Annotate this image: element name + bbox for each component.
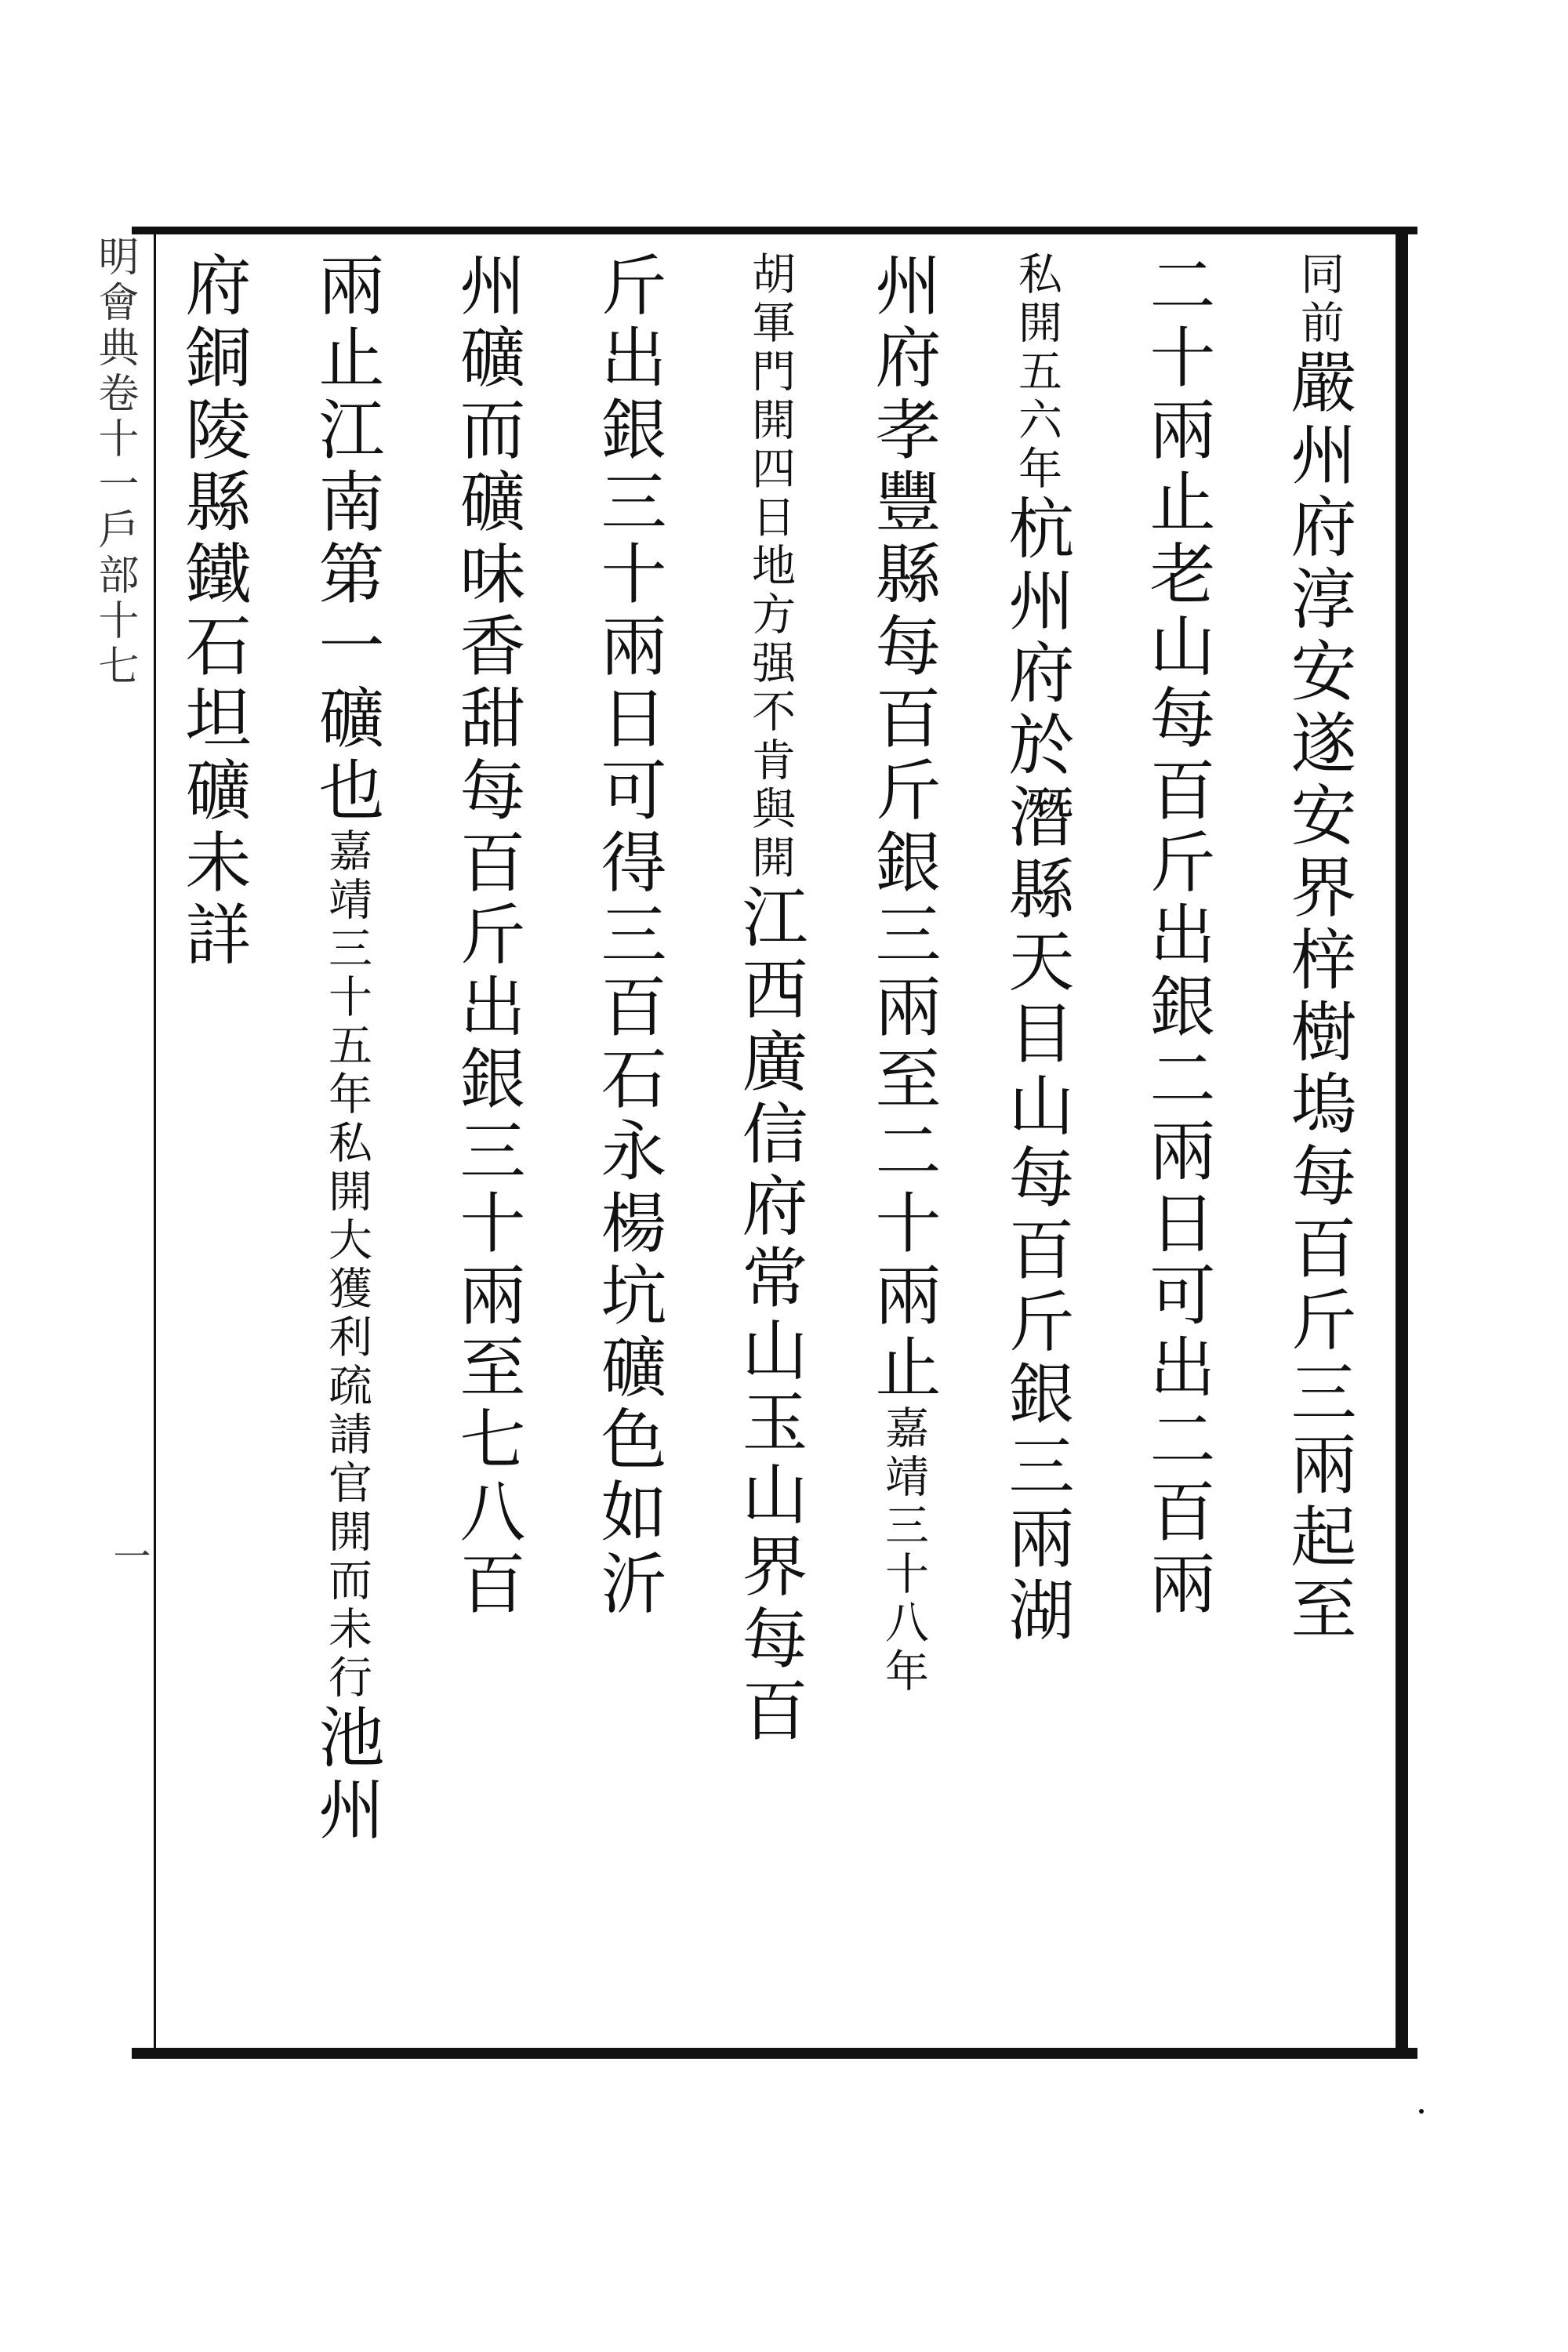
frame-border-left — [154, 227, 156, 2059]
main-text: 杭州府於潛縣天目山每百斤銀三兩湖 — [998, 494, 1075, 1648]
margin-page-mark: 一 — [107, 1537, 151, 1574]
text-column-2 — [1139, 251, 1216, 1621]
text-column-5 — [731, 251, 808, 1748]
text-column-1 — [1280, 251, 1357, 1646]
text-column-9 — [175, 251, 252, 972]
text-column-6 — [590, 251, 667, 1621]
main-text: 兩止江南第一礦也 — [308, 251, 385, 828]
small-note: 胡軍門開四日地方强不肯與開 — [745, 251, 796, 883]
main-text: 州府孝豐縣每百斤銀三兩至二十兩止 — [865, 251, 942, 1405]
frame-border-bottom — [132, 2048, 1417, 2059]
frame-border-top — [132, 227, 1417, 234]
text-column-3 — [998, 251, 1075, 1648]
small-note: 嘉靖三十五年私開大獲利疏請官開而未行 — [321, 828, 372, 1703]
main-text: 二十兩止老山每百斤出銀二兩日可出二百兩 — [1139, 251, 1216, 1621]
main-text: 斤出銀三十兩日可得三百石永楊坑礦色如沂 — [590, 251, 667, 1621]
text-column-4 — [865, 251, 942, 1697]
text-column-8 — [308, 251, 385, 1847]
main-text: 嚴州府淳安遂安界梓樹塢每百斤三兩起至 — [1280, 348, 1357, 1646]
ink-dot — [1419, 2109, 1424, 2114]
margin-label: 明會典卷十一戶部十七 — [91, 235, 138, 690]
frame-border-right — [1396, 227, 1408, 2059]
text-column-7 — [449, 251, 526, 1621]
small-note: 私開五六年 — [1011, 251, 1062, 494]
main-text: 州礦而礦味香甜每百斤出銀三十兩至七八百 — [449, 251, 526, 1621]
main-text: 池州 — [308, 1703, 385, 1847]
main-text: 江西廣信府常山玉山界每百 — [731, 883, 808, 1748]
small-note: 嘉靖三十八年 — [878, 1405, 929, 1697]
main-text: 府銅陵縣鐵石坦礦未詳 — [175, 251, 252, 972]
small-note: 同前 — [1294, 251, 1345, 348]
